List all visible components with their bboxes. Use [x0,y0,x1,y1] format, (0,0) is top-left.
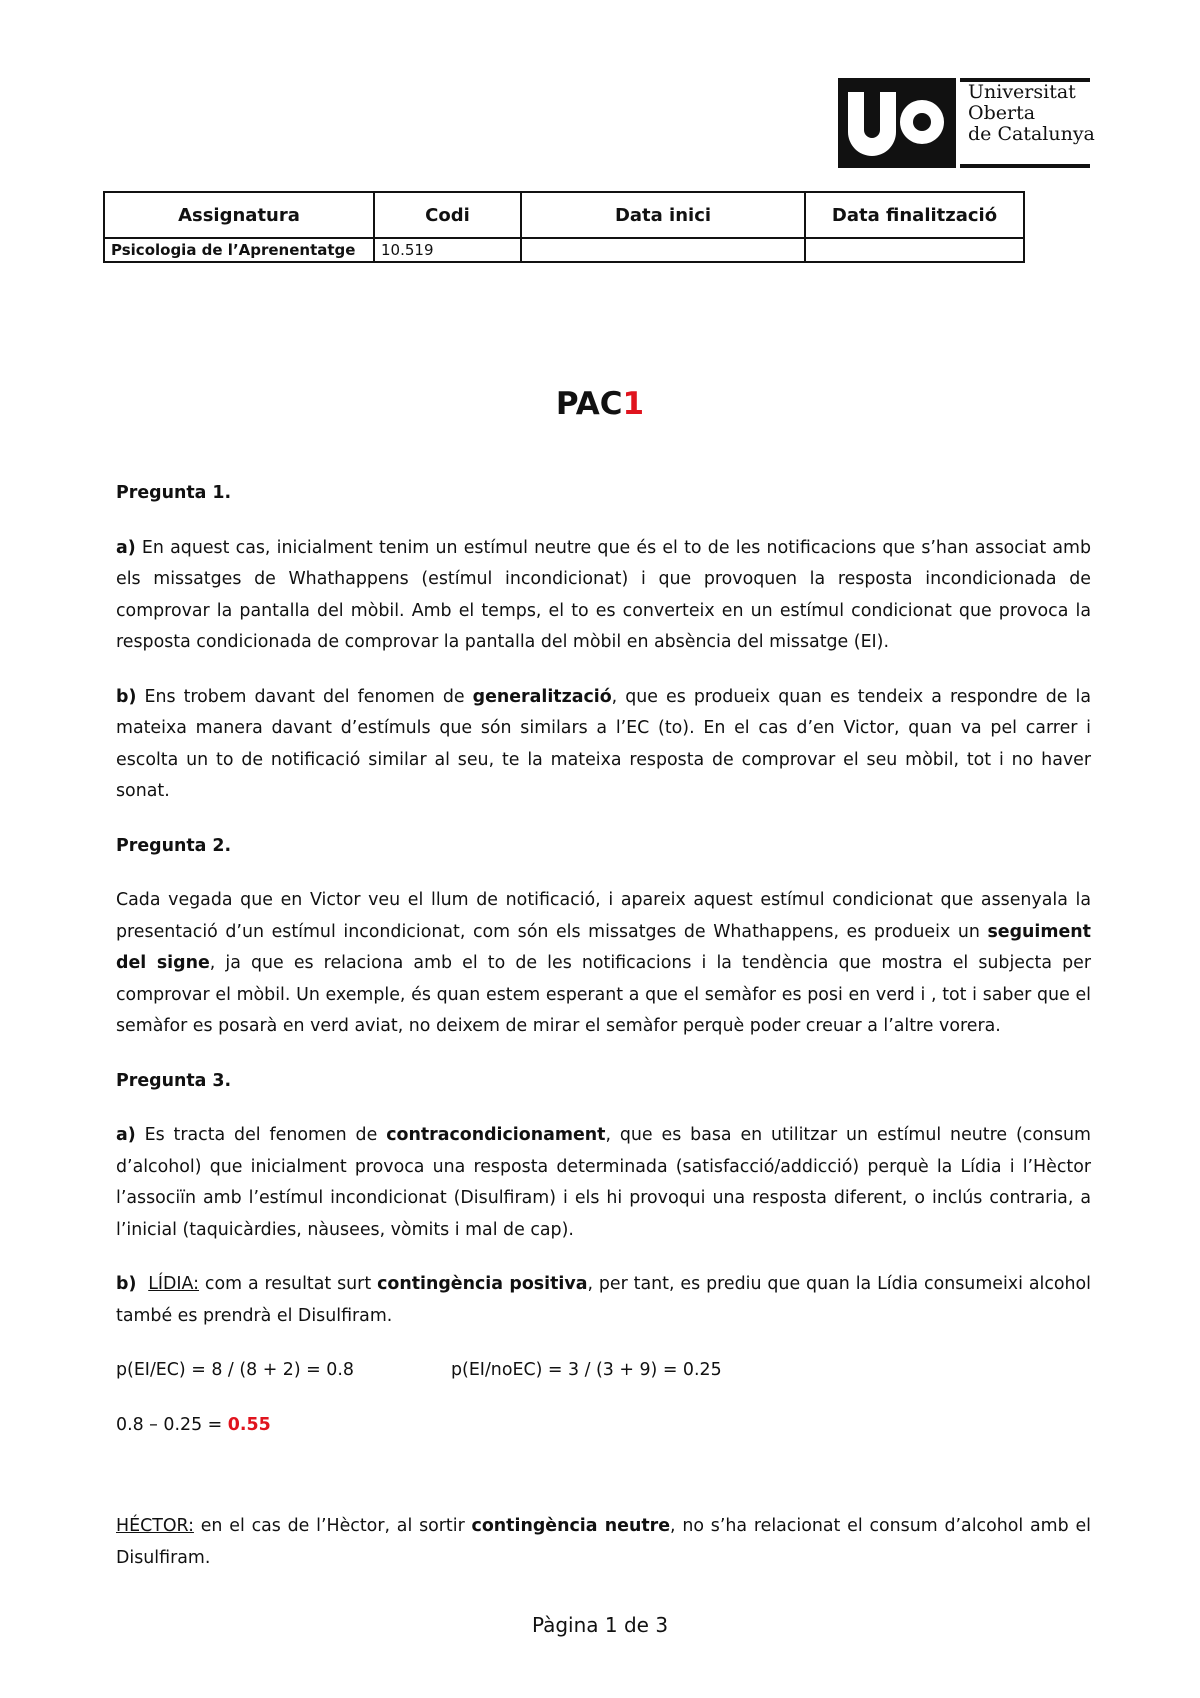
q3-a-label: a) [116,1125,136,1145]
result-value: 0.55 [227,1414,271,1435]
hector-bold: contingència neutre [471,1516,671,1536]
q3-a-bold: contracondicionament [386,1125,606,1145]
q1-a-text: En aquest cas, inicialment tenim un estímul neutre que és el to de les notificacions que s’han associat amb els missatges de Whathappens (estímul incondicionat) i que provoquen la resposta incondicionada de comprovar la pantalla del mòbil. Amb el temps, el to es converteix en un estímul condicionat que provoca la resposta condicionada de comprovar la pantalla del mòbil en absència del missatge (EI). [116,537,1091,652]
formula-2: p(EI/noEC) = 3 / (3 + 9) = 0.25 [451,1360,722,1380]
question-2-answer [116,885,1091,1043]
q3-b-text1: com a resultat surt [204,1274,372,1294]
page-title [0,386,1200,422]
cell-codi: 10.519 [374,238,521,262]
q3-b-text2: , per tant, es prediu que quan la Lídia consumeixi alcohol també es prendrà el Disulfiram. [116,1274,1092,1326]
question-2-heading: Pregunta 2. [116,835,232,856]
q1-a-label: a) [116,537,136,558]
q3-b-label: b) [116,1274,137,1294]
q2-text1: Cada vegada que en Victor veu el llum de notificació, i apareix aquest estímul condicionat que assenyala la presentació d’un estímul incondicionat, com són els missatges de Whathappens, es produeix un [116,890,1091,942]
result-expression: 0.8 – 0.25 = [116,1414,228,1435]
cell-assignatura: Psicologia de l’Aprenentatge [104,238,374,262]
question-3-b [116,1269,1091,1332]
q2-bold: seguiment del signe [116,921,1091,973]
document-body [116,478,1091,1597]
hector-name: HÉCTOR: [116,1516,194,1536]
logo-line-1: Universitat [968,81,1076,103]
header-codi: Codi [374,192,521,238]
question-1-heading: Pregunta 1. [116,483,232,503]
q1-b-label: b) [116,686,137,707]
hector-text2: , no s’ha relacionat el consum d’alcohol amb el Disulfiram. [116,1516,1091,1568]
title-prefix: PAC [555,386,623,422]
header-assignatura: Assignatura [104,192,374,238]
q3-b-name: LÍDIA: [148,1274,200,1294]
cell-data-inici [521,238,805,262]
logo-line-2: Oberta [968,102,1036,124]
cell-data-finalitzacio [805,238,1024,262]
formula-row [116,1355,1091,1387]
q1-b-bold: generalització [472,686,612,707]
q3-b-bold: contingència positiva [377,1274,588,1294]
question-1-a [116,533,1091,659]
logo-line-3: de Catalunya [968,123,1095,145]
q2-text2: , ja que es relaciona amb el to de les notificacions i la tendència que mostra el subjecta per comprovar el mòbil. Un exemple, és quan estem esperant a que el semàfor es posi en verd i , tot i saber que el semàfor es posarà en verd aviat, no deixem de mirar el semàfor perquè poder creuar a l’altre vorera. [116,953,1091,1036]
question-3-heading: Pregunta 3. [116,1070,232,1091]
q3-a-text1: Es tracta del fenomen de [144,1125,378,1145]
question-3-a [116,1120,1091,1246]
q1-b-text2: , que es produeix quan es tendeix a respondre de la mateixa manera davant d’estímuls que són similars a l’EC (to). En el cas d’en Victor, quan va pel carrer i escolta un to de notificació similar al seu, te la mateixa resposta de comprovar el seu mòbil, tot i no haver sonat. [116,686,1091,801]
title-number: 1 [622,386,645,422]
result-line [116,1410,1091,1442]
header-data-inici: Data inici [521,192,805,238]
question-1-b [116,682,1091,808]
hector-paragraph [116,1511,1091,1574]
hector-text1: en el cas de l’Hèctor, al sortir [200,1516,465,1536]
uoc-logo-text [968,82,1095,145]
course-info-table [103,191,1025,263]
formula-1: p(EI/EC) = 8 / (8 + 2) = 0.8 [116,1360,354,1380]
q3-a-text2: , que es basa en utilitzar un estímul neutre (consum d’alcohol) que inicialment provoca una resposta determinada (satisfacció/addicció) perquè la Lídia i l’Hèctor l’associïn amb l’estímul incondicionat (Disulfiram) i els hi provoqui una resposta diferent, o inclús contraria, a l’inicial (taquicàrdies, nàusees, vòmits i mal de cap). [116,1125,1092,1240]
header-data-finalitzacio: Data finalització [805,192,1024,238]
table-row [104,238,1024,262]
table-header-row [104,192,1024,238]
page-number: Pàgina 1 de 3 [531,1613,669,1637]
q1-b-text1: Ens trobem davant del fenomen de [144,686,465,707]
